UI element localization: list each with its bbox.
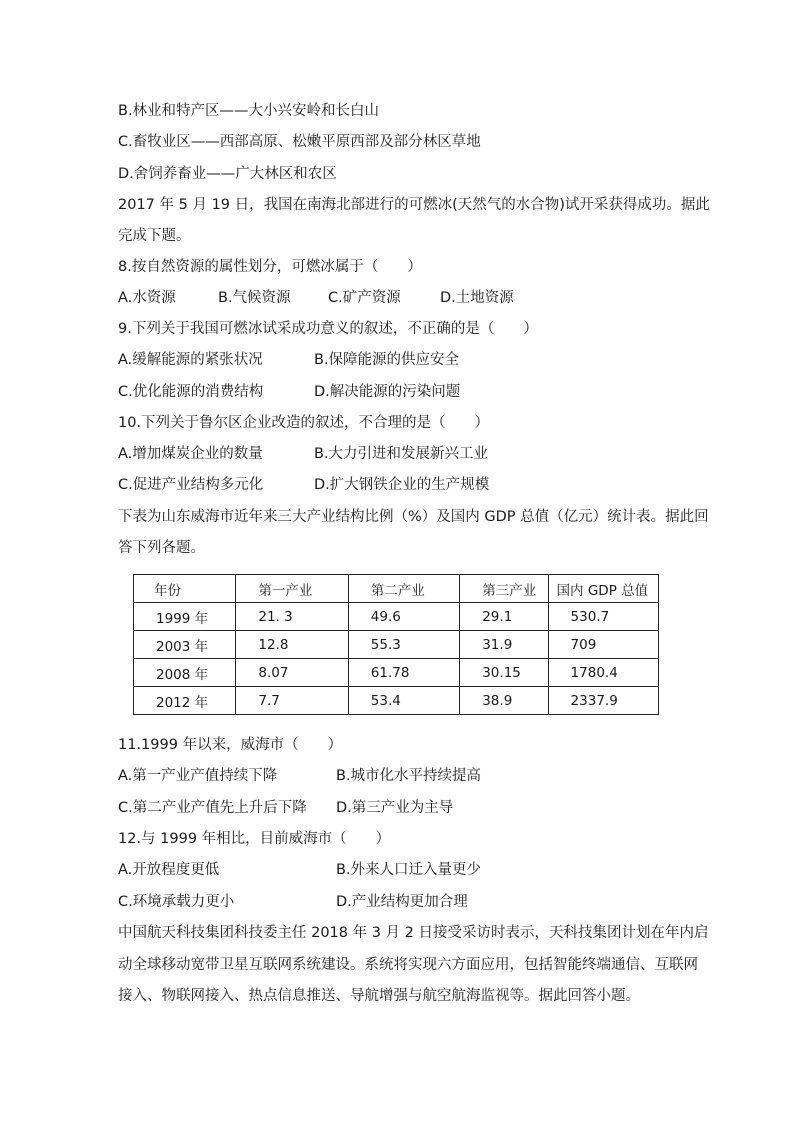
table-cell: 530.7 xyxy=(548,603,658,631)
question-10-option-b: B.大力引进和发展新兴工业 xyxy=(314,446,489,462)
table-cell: 38.9 xyxy=(460,687,548,715)
question-10-option-a: A.增加煤炭企业的数量 xyxy=(118,446,263,462)
question-11-stem: 11.1999 年以来，威海市（ ） xyxy=(118,737,343,753)
table-header-cell: 国内 GDP 总值 xyxy=(548,575,658,603)
question-12-option-a: A.开放程度更低 xyxy=(118,862,220,878)
table-cell: 1780.4 xyxy=(548,659,658,687)
question-9-option-c: C.优化能源的消费结构 xyxy=(118,384,264,400)
table-cell: 61.78 xyxy=(348,659,459,687)
table-cell: 30.15 xyxy=(460,659,548,687)
table-header-cell: 第三产业 xyxy=(460,575,548,603)
table-cell: 2012 年 xyxy=(134,687,236,715)
table-cell: 29.1 xyxy=(460,603,548,631)
table-cell: 49.6 xyxy=(348,603,459,631)
option-line: C.畜牧业区——西部高原、松嫩平原西部及部分林区草地 xyxy=(118,134,481,150)
question-8-option-a: A.水资源 xyxy=(118,290,176,306)
question-11-option-b: B.城市化水平持续提高 xyxy=(336,768,482,784)
question-12-option-b: B.外来人口迁入量更少 xyxy=(336,862,482,878)
question-12-stem: 12.与 1999 年相比，目前威海市（ ） xyxy=(118,831,391,847)
table-cell: 2003 年 xyxy=(134,631,236,659)
question-10-stem: 10.下列关于鲁尔区企业改造的叙述，不合理的是（ ） xyxy=(118,415,490,431)
option-line: D.舍饲养畜业——广大林区和农区 xyxy=(118,166,337,182)
option-line: B.林业和特产区——大小兴安岭和长白山 xyxy=(118,103,380,119)
question-9-option-a: A.缓解能源的紧张状况 xyxy=(118,352,263,368)
passage-line: 中国航天科技集团科技委主任 2018 年 3 月 2 日接受采访时表示，天科技集团计划在年内启 xyxy=(118,925,709,941)
table-cell: 53.4 xyxy=(348,687,459,715)
passage-line: 接入、物联网接入、热点信息推送、导航增强与航空航海监视等。据此回答小题。 xyxy=(118,988,640,1004)
question-12-option-d: D.产业结构更加合理 xyxy=(336,894,468,910)
table-row xyxy=(134,659,659,687)
table-cell: 2008 年 xyxy=(134,659,236,687)
question-10-option-c: C.促进产业结构多元化 xyxy=(118,477,264,493)
question-8-stem: 8.按自然资源的属性划分，可燃冰属于（ ） xyxy=(118,259,422,275)
table-cell: 55.3 xyxy=(348,631,459,659)
table-row xyxy=(134,687,659,715)
table-intro-line: 答下列各题。 xyxy=(118,540,205,556)
question-9-option-b: B.保障能源的供应安全 xyxy=(314,352,460,368)
question-8-option-c: C.矿产资源 xyxy=(328,290,401,306)
question-11-option-d: D.第三产业为主导 xyxy=(336,800,454,816)
question-9-option-d: D.解决能源的污染问题 xyxy=(314,384,461,400)
table-intro-line: 下表为山东威海市近年来三大产业结构比例（%）及国内 GDP 总值（亿元）统计表。据此回 xyxy=(118,509,709,525)
question-11-option-a: A.第一产业产值持续下降 xyxy=(118,768,278,784)
table-header-row xyxy=(134,575,659,603)
table-cell: 21. 3 xyxy=(236,603,348,631)
table-cell: 31.9 xyxy=(460,631,548,659)
table-row xyxy=(134,631,659,659)
passage-line: 完成下题。 xyxy=(118,228,191,244)
table-cell: 12.8 xyxy=(236,631,348,659)
question-9-stem: 9.下列关于我国可燃冰试采成功意义的叙述，不正确的是（ ） xyxy=(118,321,538,337)
table-cell: 2337.9 xyxy=(548,687,658,715)
passage-line: 2017 年 5 月 19 日，我国在南海北部进行的可燃冰(天然气的水合物)试开采获得成功。据此 xyxy=(118,197,710,213)
table-header-cell: 年份 xyxy=(134,575,236,603)
question-10-option-d: D.扩大钢铁企业的生产规模 xyxy=(314,477,490,493)
table-row xyxy=(134,603,659,631)
question-8-option-b: B.气候资源 xyxy=(218,290,291,306)
table-header-cell: 第二产业 xyxy=(348,575,459,603)
table-cell: 1999 年 xyxy=(134,603,236,631)
question-12-option-c: C.环境承载力更小 xyxy=(118,894,235,910)
question-8-option-d: D.土地资源 xyxy=(440,290,514,306)
table-cell: 8.07 xyxy=(236,659,348,687)
table-cell: 7.7 xyxy=(236,687,348,715)
statistics-table xyxy=(133,574,659,715)
passage-line: 动全球移动宽带卫星互联网系统建设。系统将实现六方面应用，包括智能终端通信、互联网 xyxy=(118,957,698,973)
table-cell: 709 xyxy=(548,631,658,659)
question-11-option-c: C.第二产业产值先上升后下降 xyxy=(118,800,307,816)
table-header-cell: 第一产业 xyxy=(236,575,348,603)
